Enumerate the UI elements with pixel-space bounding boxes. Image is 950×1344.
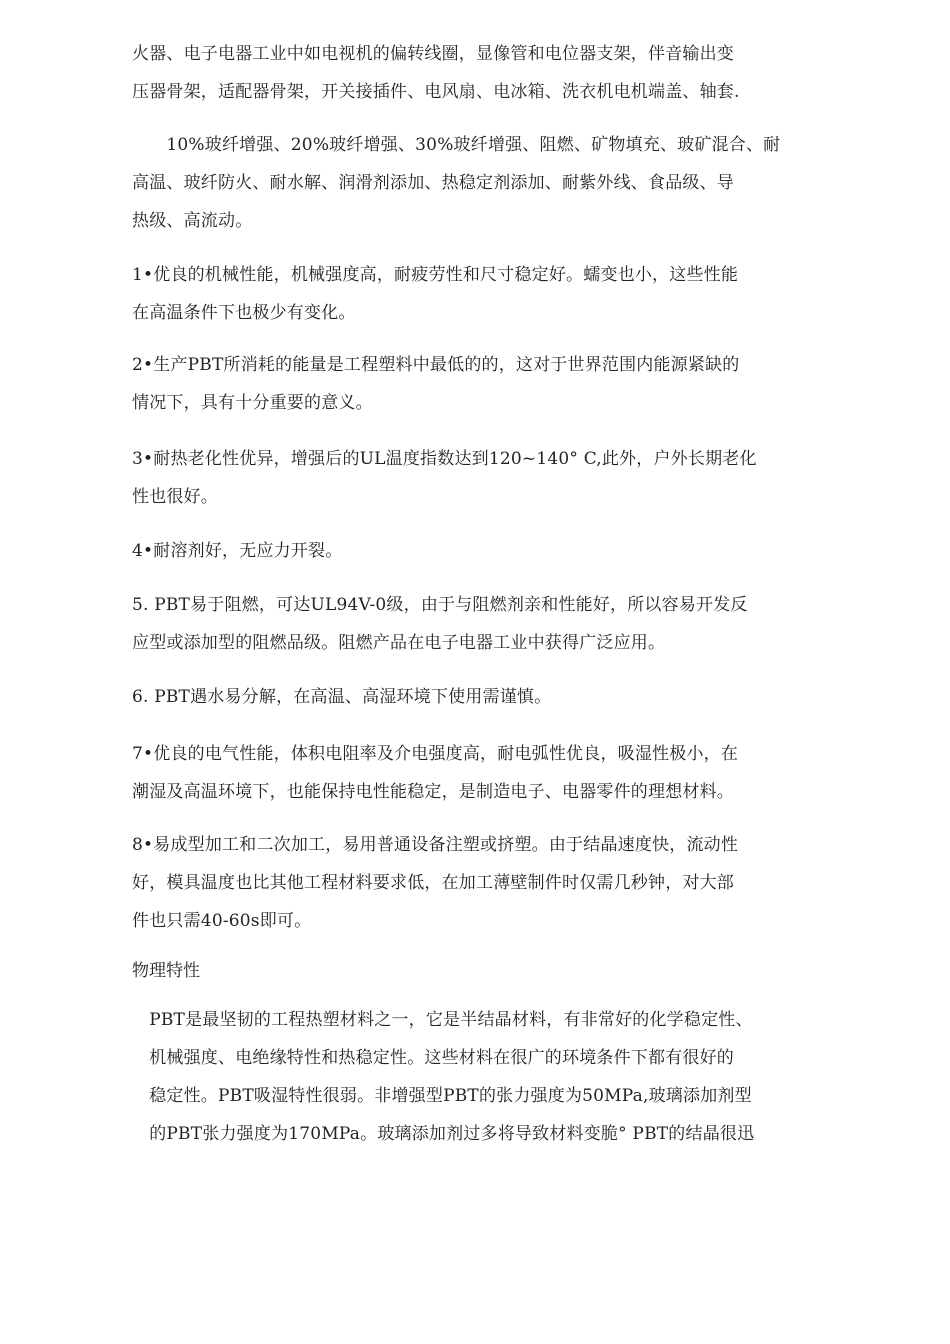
text-line: 稳定性。PBT吸湿特性很弱。非增强型PBT的张力强度为50MPa,玻璃添加剂型 [132,1086,752,1106]
text-line: 4•耐溶剂好，无应力开裂。 [132,541,343,561]
paragraph-feature-8 [132,826,738,940]
paragraph-feature-6 [132,678,551,716]
text-line: 的PBT张力强度为170MPa。玻璃添加剂过多将导致材料变脆° PBT的结晶很迅 [132,1124,755,1144]
text-line: 情况下，具有十分重要的意义。 [132,393,373,413]
paragraph-grades [132,126,780,240]
text-line: 2•生产PBT所消耗的能量是工程塑料中最低的的，这对于世界范围内能源紧缺的 [132,355,740,375]
text-line: 火器、电子电器工业中如电视机的偏转线圈，显像管和电位器支架，伴音输出变 [132,44,734,64]
paragraph-feature-2 [132,346,740,422]
paragraph-feature-4 [132,532,342,570]
text-line: 1•优良的机械性能，机械强度高，耐疲劳性和尺寸稳定好。蠕变也小，这些性能 [132,265,739,285]
paragraph-feature-5 [132,586,748,662]
text-line: 10%玻纤增强、20%玻纤增强、30%玻纤增强、阻燃、矿物填充、玻矿混合、耐 [132,135,781,155]
paragraph-feature-1 [132,256,738,332]
text-line: 高温、玻纤防火、耐水解、润滑剂添加、热稳定剂添加、耐紫外线、食品级、导 [132,173,734,193]
text-line: 8•易成型加工和二次加工，易用普通设备注塑或挤塑。由于结晶速度快，流动性 [132,835,739,855]
text-line: 应型或添加型的阻燃品级。阻燃产品在电子电器工业中获得广泛应用。 [132,633,666,653]
text-line: 压器骨架，适配器骨架，开关接插件、电风扇、电冰箱、洗衣机电机端盖、轴套. [132,82,740,102]
text-line: 在高温条件下也极少有变化。 [132,303,356,323]
text-line: 性也很好。 [132,487,218,507]
text-line: 件也只需40-60s即可。 [132,911,312,931]
paragraph-feature-7 [132,735,738,811]
text-line: 热级、高流动。 [132,211,253,231]
text-line: 7•优良的电气性能，体积电阻率及介电强度高，耐电弧性优良，吸湿性极小，在 [132,744,739,764]
text-line: 机械强度、电绝缘特性和热稳定性。这些材料在很广的环境条件下都有很好的 [132,1048,734,1068]
paragraph-feature-3 [132,440,757,516]
section-heading: 物理特性 [132,961,200,981]
text-line: 3•耐热老化性优异，增强后的UL温度指数达到120~140° C,此外，户外长期老化 [132,449,757,469]
text-line: PBT是最坚韧的工程热塑材料之一，它是半结晶材料，有非常好的化学稳定性、 [132,1010,753,1030]
text-line: 潮湿及高温环境下，也能保持电性能稳定，是制造电子、电器零件的理想材料。 [132,782,734,802]
text-line: 5. PBT易于阻燃，可达UL94V-0级，由于与阻燃剂亲和性能好，所以容易开发反 [132,595,748,615]
paragraph-applications [132,35,740,111]
text-line: 好，模具温度也比其他工程材料要求低，在加工薄壁制件时仅需几秒钟，对大部 [132,873,734,893]
paragraph-physical-properties [132,1001,754,1153]
text-line: 6. PBT遇水易分解，在高温、高湿环境下使用需谨慎。 [132,687,552,707]
